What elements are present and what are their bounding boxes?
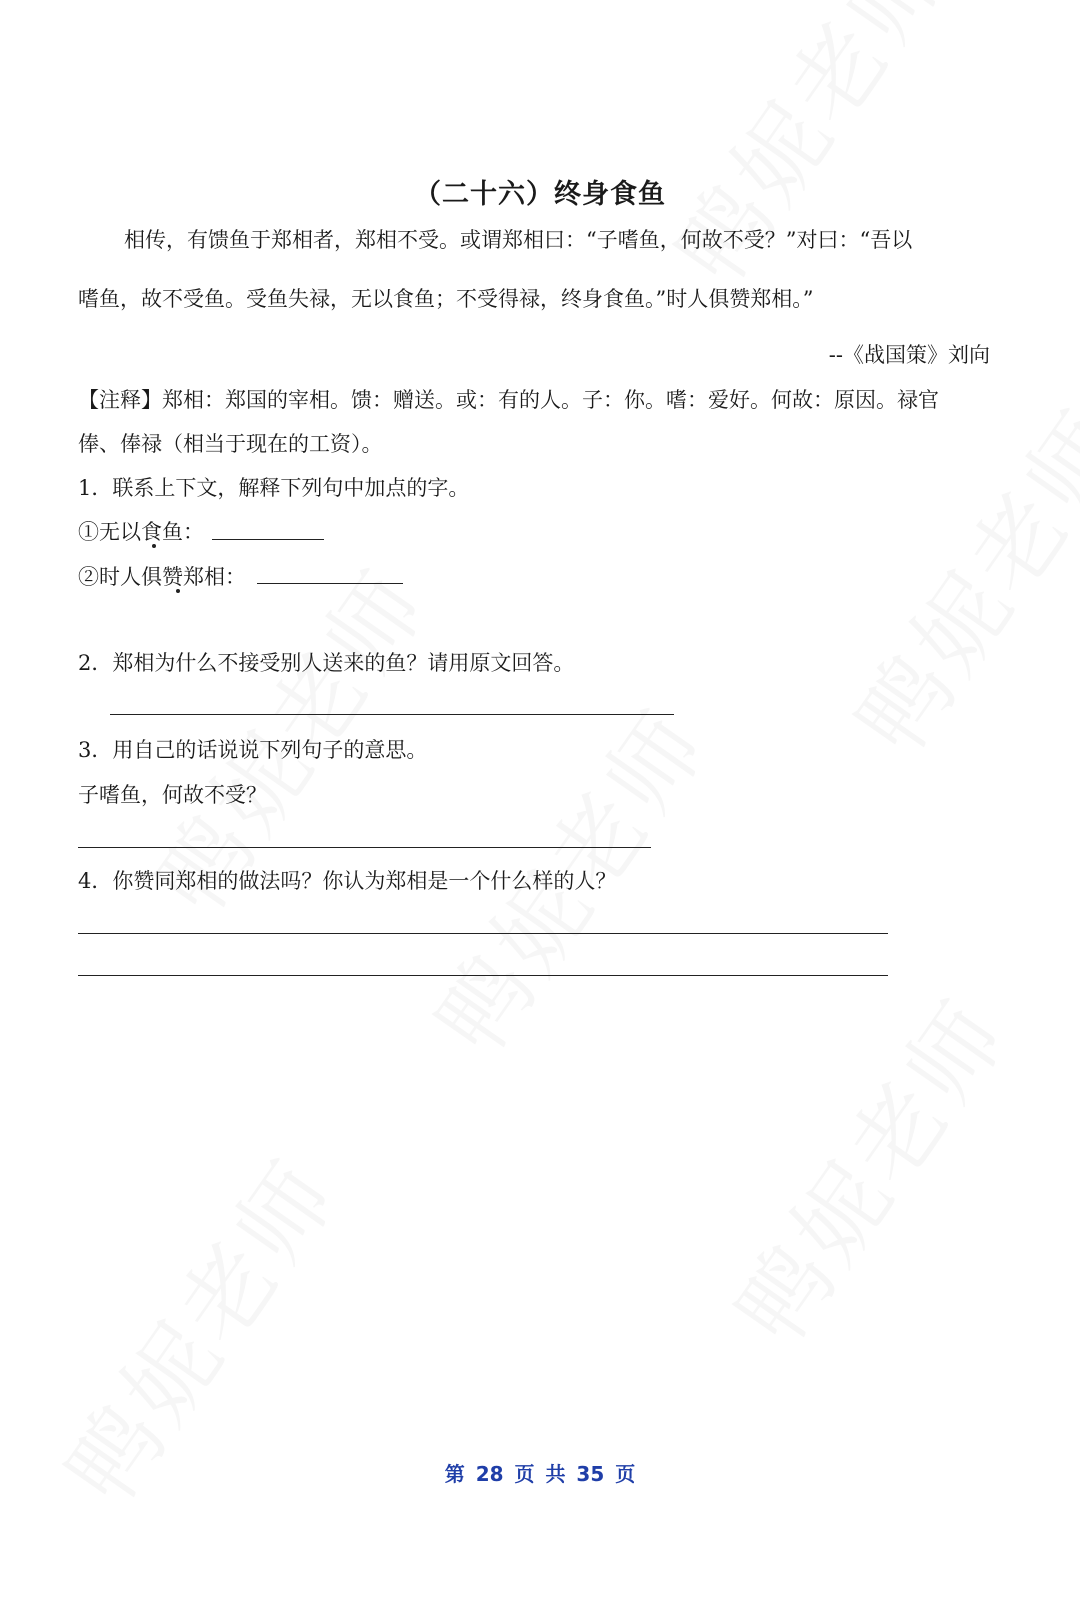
passage-line-1: 相传，有馈鱼于郑相者，郑相不受。或谓郑相曰：“子嗜鱼，何故不受？”对曰：“吾以 xyxy=(124,228,913,252)
question-1-item-1: ①无以食鱼： xyxy=(78,520,204,544)
page-number: 第 28 页 共 35 页 xyxy=(444,1462,636,1486)
question-3-sentence: 子嗜鱼，何故不受？ xyxy=(78,783,267,807)
answer-blank-2[interactable] xyxy=(257,583,403,584)
answer-line-q4-2[interactable] xyxy=(78,975,888,976)
notes-line-1: 【注释】郑相：郑国的宰相。馈：赠送。或：有的人。子：你。嗜：爱好。何故：原因。禄官 xyxy=(78,388,939,412)
question-1: 1．联系上下文，解释下列句中加点的字。 xyxy=(78,476,470,500)
watermark xyxy=(820,379,1080,776)
passage-source: --《战国策》刘向 xyxy=(828,343,990,367)
passage-line-2: 嗜鱼，故不受鱼。受鱼失禄，无以食鱼；不受得禄，终身食鱼。”时人俱赞郑相。” xyxy=(78,287,814,311)
watermark xyxy=(700,969,1033,1366)
question-2: 2．郑相为什么不接受别人送来的鱼？请用原文回答。 xyxy=(78,651,575,675)
answer-line-q2[interactable] xyxy=(110,714,674,715)
page-title: （二十六）终身食鱼 xyxy=(414,179,666,210)
question-1-item-2: ②时人俱赞郑相： xyxy=(78,565,246,589)
answer-line-q3[interactable] xyxy=(78,847,651,848)
emphasis-dot xyxy=(176,589,180,593)
question-3: 3．用自己的话说说下列句子的意思。 xyxy=(78,738,428,762)
answer-blank-1[interactable] xyxy=(212,539,324,540)
question-4: 4．你赞同郑相的做法吗？你认为郑相是一个什么样的人？ xyxy=(78,869,617,893)
notes-line-2: 俸、俸禄（相当于现在的工资）。 xyxy=(78,432,383,456)
watermark xyxy=(640,0,973,306)
emphasis-dot xyxy=(152,544,156,548)
answer-line-q4-1[interactable] xyxy=(78,933,888,934)
